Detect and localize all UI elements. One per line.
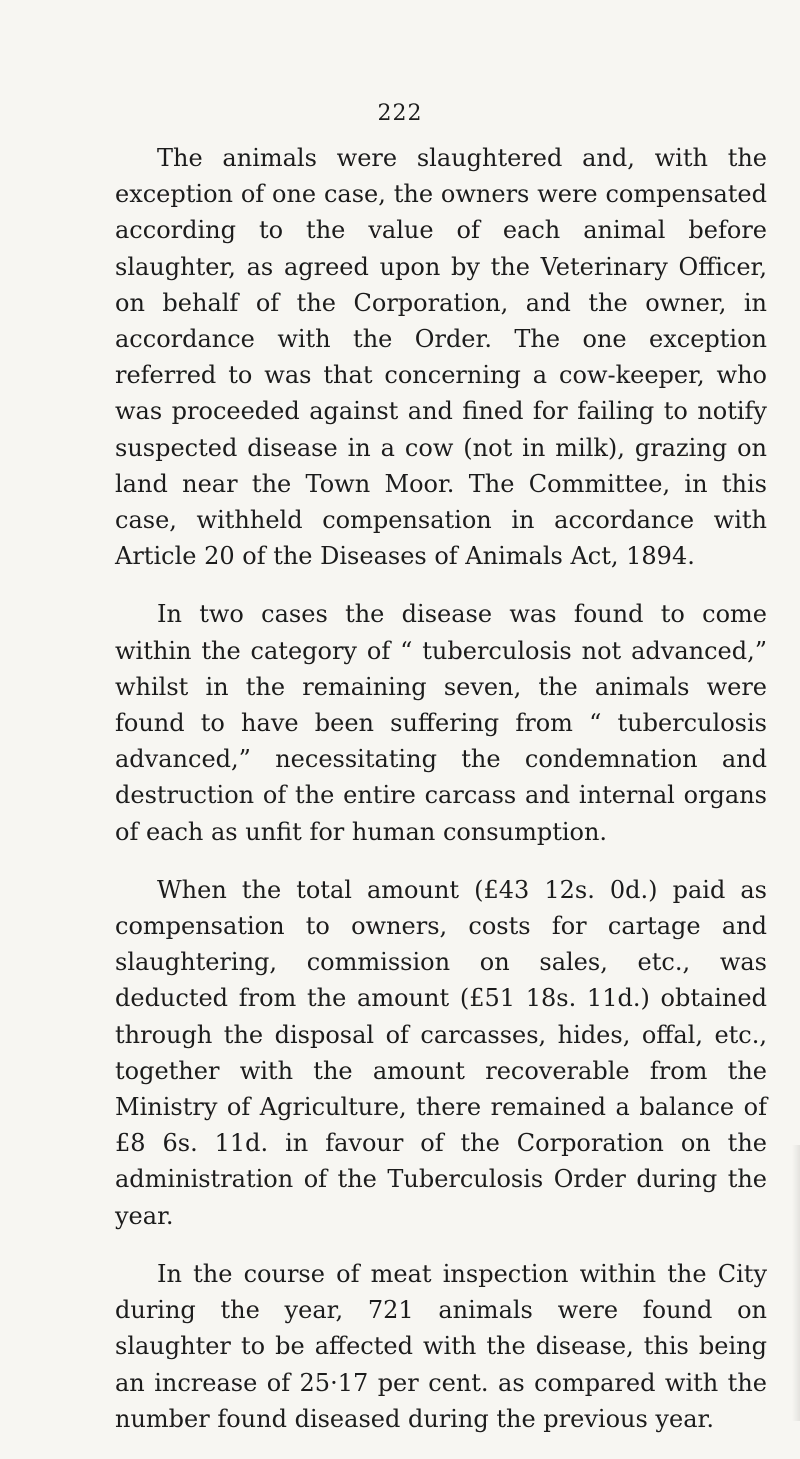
page-number: 222 <box>377 101 423 126</box>
paragraph-2: In two cases the disease was found to come within the category of “ tuberculosis not advanced,” whilst in the remaining seven, the animals were found to have been suffering from “ tuberculosis advanced,” necessitating the condemnation and destruction of the entire carcass and internal organs of each as unfit for human consumption. <box>115 600 767 846</box>
body-text <box>115 140 767 1459</box>
paragraph-4: In the course of meat inspection within the City during the year, 721 animals were found on slaughter to be affected with the disease, this being an increase of 25·17 per cent. as compared with the number found diseased during the previous year. <box>115 1259 767 1433</box>
paragraph-3: When the total amount (£43 12s. 0d.) paid as compensation to owners, costs for cartage and slaughtering, commission on sales, etc., was deducted from the amount (£51 18s. 11d.) obtained through the disposal of carcasses, hides, offal, etc., together with the amount recoverable from the Ministry of Agriculture, there remained a balance of £8 6s. 11d. in favour of the Corporation on the administration of the Tuberculosis Order during the year. <box>115 875 767 1230</box>
page-edge-shadow <box>792 1145 800 1421</box>
paragraph-1: The animals were slaughtered and, with the exception of one case, the owners were compensated according to the value of each animal before slaughter, as agreed upon by the Veterinary Officer, on behalf of the Corporation, and the owner, in accordance with the Order. The one exception referred to was that concerning a cow-keeper, who was proceeded against and fined for failing to notify suspected disease in a cow (not in milk), grazing on land near the Town Moor. The Committee, in this case, withheld compensation in accordance with Article 20 of the Diseases of Animals Act, 1894. <box>115 144 767 571</box>
